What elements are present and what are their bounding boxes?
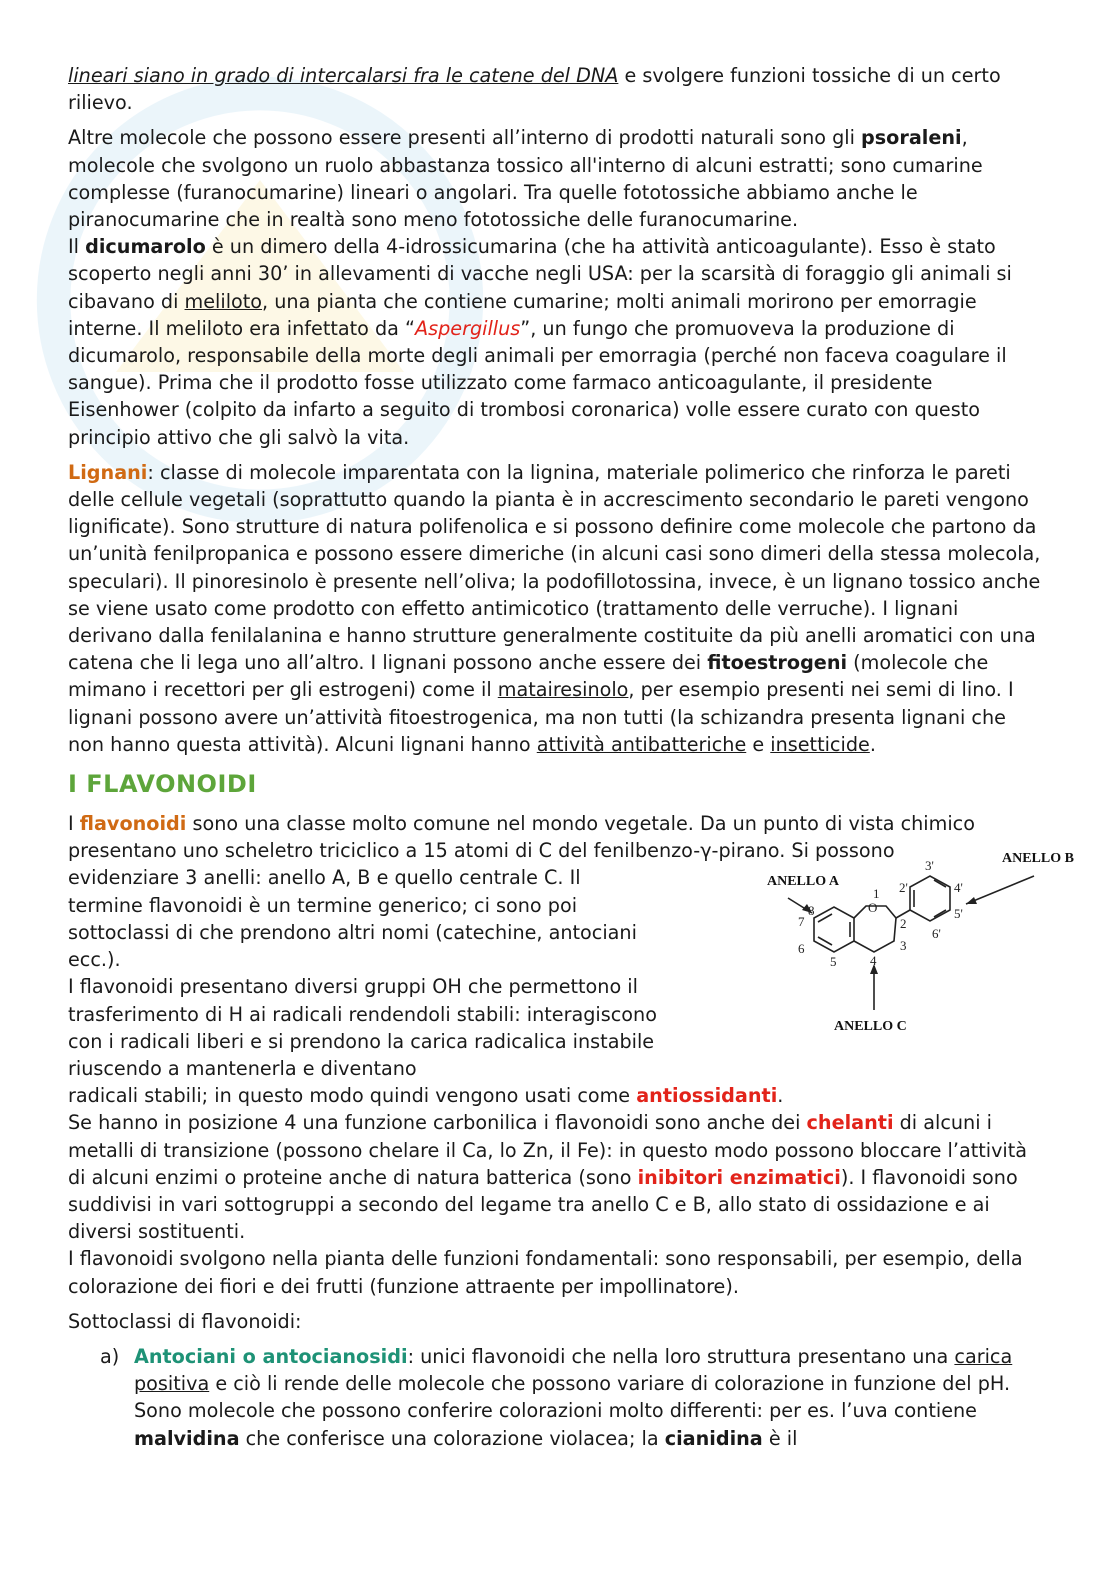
term-dicumarolo: dicumarolo — [85, 235, 206, 259]
arrow-ring-b — [966, 876, 1034, 904]
term-antociani: Antociani o antocianosidi — [134, 1344, 408, 1368]
list-item: a) Antociani o antocianosidi: unici flavonoidi che nella loro struttura presentano una carica positiva e ciò li rende delle molecole che possono variare di colorazione in funzione del pH. Sono molecole che possono conferire colorazioni molto differenti: per es. l’uva contiene malvidina che conferisce una colorazione violacea; la cianidina è il — [100, 1344, 1013, 1450]
term-matairesinolo: matairesinolo — [497, 678, 629, 702]
atom-number-1: 1 — [873, 886, 880, 902]
paragraph-funzioni: I flavonoidi svolgono nella pianta delle funzioni fondamentali: sono responsabili, per esempio, della colorazione dei fiori e dei frutti (funzione attraente per impollinatore). — [68, 1247, 1023, 1298]
term-antibatteriche: attività antibatteriche — [536, 732, 747, 756]
term-cianidina: cianidina — [664, 1426, 763, 1450]
term-aspergillus: Aspergillus — [414, 316, 521, 340]
atom-number-6p: 6' — [932, 926, 941, 942]
atom-number-3p: 3' — [925, 858, 934, 874]
flavonoid-structure-figure — [696, 840, 1086, 1035]
paragraph-flavonoidi-intro: I flavonoidi sono una classe molto comune nel mondo vegetale. Da un punto di vista chimico presentano uno scheletro triciclico a 15 atomi di C del fenilbenzo-γ-pirano. Si possono — [68, 812, 975, 863]
ring-b-shape — [910, 876, 950, 921]
term-meliloto: meliloto — [184, 289, 263, 313]
paragraph-sottoclassi: Sottoclassi di flavonoidi: — [68, 1309, 302, 1333]
atom-number-5p: 5' — [954, 906, 963, 922]
underlined-text: lineari siano in grado di intercalarsi fra le catene del DNA — [68, 64, 619, 87]
atom-number-5: 5 — [830, 954, 837, 970]
paragraph-dicumarolo: Il dicumarolo è un dimero della 4-idrossicumarina (che ha attività anticoagulante). Esso è stato scoperto negli anni 30’ in allevamenti di vacche negli USA: per la scarsità di foraggio gli animali si cibavano di meliloto, una pianta che contiene cumarine; molti animali morirono per emorragie interne. Il meliloto era infettato da “Aspergillus”, un fungo che promuoveva la produzione di dicumarolo, responsabile della morte degli animali per emorragia (perché non faceva coagulare il sangue). Prima che il prodotto fosse utilizzato come farmaco anticoagulante, il presidente Eisenhower (colpito da infarto a seguito di trombosi coronarica) volle essere curato con questo principio attivo che gli salvò la vita. — [68, 235, 1012, 449]
atom-number-7: 7 — [798, 914, 805, 930]
atom-number-2: 2 — [900, 916, 907, 932]
sottoclassi-list — [68, 1343, 1048, 1452]
atom-number-8: 8 — [808, 903, 815, 919]
term-inibitori-enzimatici: inibitori enzimatici — [637, 1165, 841, 1189]
atom-number-6: 6 — [798, 941, 805, 957]
paragraph-flavonoidi-rings: evidenziare 3 anelli: anello A, B e quello centrale C. Il termine flavonoidi è un termine generico; ci sono poi sottoclassi di che prendono altri nomi (catechine, antociani ecc.). — [68, 866, 637, 972]
paragraph-lignani: Lignani: classe di molecole imparentata con la lignina, materiale polimerico che rinforza le pareti delle cellule vegetali (soprattutto quando la pianta è in accrescimento secondario le pareti vengono lignificate). Sono strutture di natura polifenolica e si possono definire come molecole che partono da un’unità fenilpropanica e possono essere dimeriche (in alcuni casi sono dimeri della stessa molecola, speculari). Il pinoresinolo è presente nell’oliva; la podofillotossina, invece, è un lignano tossico anche se viene usato come prodotto con effetto antimicotico (trattamento delle verruche). I lignani derivano dalla fenilalanina e hanno strutture generalmente costituite da più anelli aromatici con una catena che li lega uno all’altro. I lignani possono anche essere dei fitoestrogeni (molecole che mimano i recettori per gli estrogeni) come il matairesinolo, per esempio presenti nei semi di lino. I lignani possono avere un’attività fitoestrogenica, ma non tutti (la schizandra presenta lignani che non hanno questa attività). Alcuni lignani hanno attività antibatteriche e insetticide. — [68, 460, 1041, 756]
paragraph-flavonoidi-oh: I flavonoidi presentano diversi gruppi OH che permettono il trasferimento di H ai radicali rendendoli stabili: interagiscono con i radicali liberi e si prendono la carica radicalica instabile riuscendo a mantenerla e diventano — [68, 975, 657, 1080]
ring-a-shape — [814, 907, 854, 952]
oxygen-atom: O — [868, 900, 878, 916]
paragraph-psoraleni: Altre molecole che possono essere presenti all’interno di prodotti naturali sono gli psoraleni, molecole che svolgono un ruolo abbastanza tossico all'interno di alcuni estratti; sono cumarine complesse (furanocumarine) lineari o angolari. Tra quelle fototossiche abbiamo anche le piranocumarine che in realtà sono meno fototossiche delle furanocumarine. — [68, 126, 983, 232]
term-malvidina: malvidina — [134, 1426, 240, 1450]
paragraph-chelanti: Se hanno in posizione 4 una funzione carbonilica i flavonoidi sono anche dei chelanti di alcuni i metalli di transizione (possono chelare il Ca, lo Zn, il Fe): in questo modo possono bloccare l’attività di alcuni enzimi o proteine anche di natura batterica (sono inibitori enzimatici). I flavonoidi sono suddivisi in vari sottogruppi a secondo del legame tra anello C e B, allo stato di ossidazione e ai diversi sostituenti. — [68, 1111, 1028, 1244]
atom-number-2p: 2' — [899, 880, 908, 896]
paragraph-intercalation: lineari siano in grado di intercalarsi fra le catene del DNA e svolgere funzioni tossiche di un certo rilievo. — [68, 64, 1001, 115]
term-insetticide: insetticide — [770, 732, 870, 756]
flavonoidi-block — [68, 810, 1074, 1109]
term-lignani: Lignani — [68, 460, 148, 484]
atom-number-4: 4 — [870, 953, 877, 969]
list-marker: a) — [100, 1344, 120, 1368]
term-chelanti: chelanti — [806, 1111, 894, 1135]
term-carica-positiva: carica positiva — [134, 1344, 1013, 1396]
term-fitoestrogeni: fitoestrogeni — [707, 651, 848, 675]
atom-number-3: 3 — [900, 938, 907, 954]
term-antiossidanti: antiossidanti — [636, 1084, 778, 1108]
document-page — [68, 62, 1074, 1452]
atom-number-4p: 4' — [954, 880, 963, 896]
paragraph-flavonoidi-antiox: radicali stabili; in questo modo quindi vengono usati come antiossidanti. — [68, 1084, 784, 1108]
label-anello-b: ANELLO B — [1002, 851, 1074, 867]
term-flavonoidi: flavonoidi — [79, 812, 187, 836]
section-heading-flavonoidi: I FLAVONOIDI — [68, 770, 257, 799]
label-anello-c: ANELLO C — [834, 1019, 907, 1035]
label-anello-a: ANELLO A — [767, 874, 839, 890]
term-psoraleni: psoraleni — [861, 126, 962, 150]
